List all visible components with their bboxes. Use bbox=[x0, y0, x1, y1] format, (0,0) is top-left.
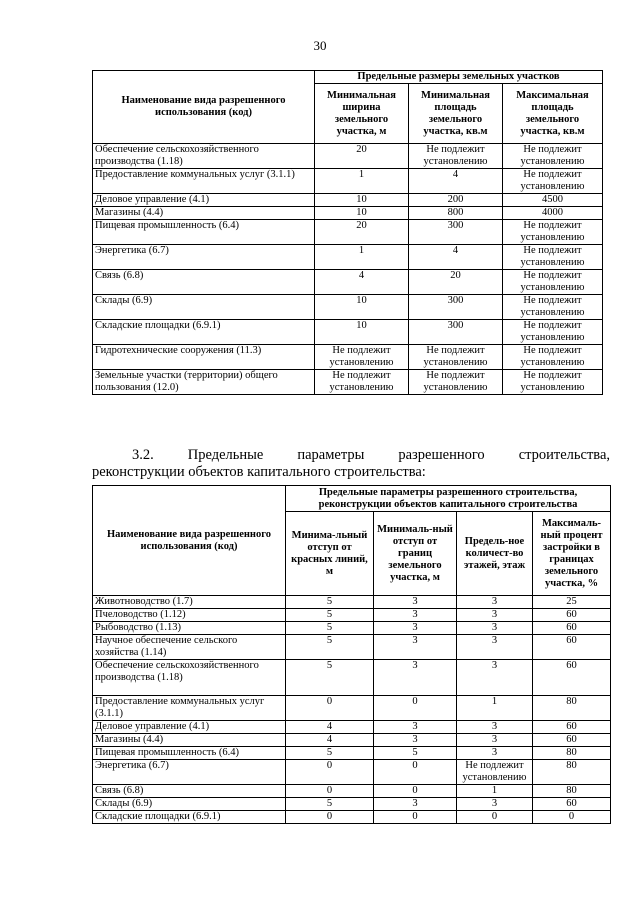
table1-cell-min-area: 4 bbox=[409, 245, 503, 270]
table1-cell-max-area: Не подлежит установлению bbox=[503, 144, 603, 169]
table1-cell-min-area: Не подлежит установлению bbox=[409, 345, 503, 370]
table-row bbox=[93, 320, 603, 345]
table1-cell-row-name: Складские площадки (6.9.1) bbox=[93, 320, 315, 345]
table1-header-name: Наименование вида разрешенного использования (код) bbox=[93, 71, 315, 144]
construction-parameters-table bbox=[92, 485, 611, 824]
table2-cell-row-name: Предоставление коммунальных услуг (3.1.1) bbox=[93, 696, 286, 721]
table1-cell-max-area: Не подлежит установлению bbox=[503, 245, 603, 270]
table2-cell-row-name: Обеспечение сельскохозяйственного производства (1.18) bbox=[93, 660, 286, 696]
table2-cell-red-line-setback: 5 bbox=[286, 596, 374, 609]
table-row bbox=[93, 194, 603, 207]
table1-cell-min-width: 10 bbox=[315, 295, 409, 320]
table2-cell-red-line-setback: 0 bbox=[286, 696, 374, 721]
table2-cell-row-name: Склады (6.9) bbox=[93, 798, 286, 811]
table2-cell-row-name: Животноводство (1.7) bbox=[93, 596, 286, 609]
table2-cell-max-floors: 3 bbox=[457, 635, 533, 660]
table-row bbox=[93, 696, 611, 721]
table1-cell-row-name: Гидротехнические сооружения (11.3) bbox=[93, 345, 315, 370]
table2-cell-row-name: Пчеловодство (1.12) bbox=[93, 609, 286, 622]
table2-cell-max-floors: 1 bbox=[457, 696, 533, 721]
table1-cell-max-area: Не подлежит установлению bbox=[503, 169, 603, 194]
table1-cell-min-width: 1 bbox=[315, 245, 409, 270]
table-row bbox=[93, 270, 603, 295]
table1-cell-row-name: Деловое управление (4.1) bbox=[93, 194, 315, 207]
table1-cell-min-width: 10 bbox=[315, 207, 409, 220]
table1-cell-min-width: 20 bbox=[315, 144, 409, 169]
table2-cell-max-floors: 3 bbox=[457, 734, 533, 747]
table1-cell-min-area: 300 bbox=[409, 320, 503, 345]
table2-cell-max-coverage: 80 bbox=[533, 696, 611, 721]
table1-cell-row-name: Связь (6.8) bbox=[93, 270, 315, 295]
page-number: 30 bbox=[313, 38, 327, 53]
table1-cell-max-area: Не подлежит установлению bbox=[503, 295, 603, 320]
table1-cell-min-width: 20 bbox=[315, 220, 409, 245]
table2-cell-red-line-setback: 5 bbox=[286, 660, 374, 696]
table1-cell-min-area: 300 bbox=[409, 295, 503, 320]
table1-cell-row-name: Пищевая промышленность (6.4) bbox=[93, 220, 315, 245]
table2-cell-max-floors: 3 bbox=[457, 798, 533, 811]
table1-cell-min-area: Не подлежит установлению bbox=[409, 144, 503, 169]
section-heading-line1 bbox=[92, 447, 610, 464]
table-row bbox=[93, 345, 603, 370]
table-row bbox=[93, 220, 603, 245]
table2-cell-red-line-setback: 5 bbox=[286, 747, 374, 760]
section-heading-line2: реконструкции объектов капитального строительства: bbox=[92, 464, 426, 480]
table2-cell-boundary-setback: 3 bbox=[374, 734, 457, 747]
table-row bbox=[93, 747, 611, 760]
table2-cell-boundary-setback: 0 bbox=[374, 696, 457, 721]
table2-cell-red-line-setback: 4 bbox=[286, 734, 374, 747]
table1-cell-row-name: Земельные участки (территории) общего пользования (12.0) bbox=[93, 370, 315, 395]
table-row bbox=[93, 635, 611, 660]
table2-cell-boundary-setback: 3 bbox=[374, 609, 457, 622]
table-row bbox=[93, 785, 611, 798]
table2-header-group: Предельные параметры разрешенного строительства, реконструкции объектов капитального строительства bbox=[286, 486, 611, 512]
table1-col-max-area: Максимальная площадь земельного участка, кв.м bbox=[503, 84, 603, 144]
table2-cell-row-name: Деловое управление (4.1) bbox=[93, 721, 286, 734]
table1-header-group: Предельные размеры земельных участков bbox=[315, 71, 603, 84]
table2-cell-max-floors: Не подлежит установлению bbox=[457, 760, 533, 785]
section-number: 3.2. bbox=[132, 447, 154, 463]
table2-cell-max-coverage: 60 bbox=[533, 660, 611, 696]
table2-cell-red-line-setback: 0 bbox=[286, 811, 374, 824]
table2-cell-boundary-setback: 3 bbox=[374, 596, 457, 609]
table-row bbox=[93, 622, 611, 635]
table2-cell-max-coverage: 60 bbox=[533, 734, 611, 747]
table1-cell-min-area: Не подлежит установлению bbox=[409, 370, 503, 395]
table2-cell-red-line-setback: 5 bbox=[286, 609, 374, 622]
table2-cell-red-line-setback: 4 bbox=[286, 721, 374, 734]
table2-cell-boundary-setback: 3 bbox=[374, 660, 457, 696]
table-row bbox=[93, 144, 603, 169]
table-row bbox=[93, 207, 603, 220]
table1-cell-row-name: Обеспечение сельскохозяйственного производства (1.18) bbox=[93, 144, 315, 169]
section-heading bbox=[92, 447, 610, 481]
table1-cell-max-area: Не подлежит установлению bbox=[503, 345, 603, 370]
table2-cell-max-coverage: 60 bbox=[533, 609, 611, 622]
table1-cell-min-area: 20 bbox=[409, 270, 503, 295]
table2-cell-row-name: Связь (6.8) bbox=[93, 785, 286, 798]
table2-cell-boundary-setback: 0 bbox=[374, 785, 457, 798]
table2-cell-red-line-setback: 5 bbox=[286, 635, 374, 660]
table2-cell-max-coverage: 60 bbox=[533, 635, 611, 660]
section-word: разрешенного bbox=[398, 447, 485, 463]
table2-cell-red-line-setback: 0 bbox=[286, 760, 374, 785]
table2-cell-max-coverage: 80 bbox=[533, 747, 611, 760]
table2-cell-max-floors: 0 bbox=[457, 811, 533, 824]
table1-col-min-width: Минимальная ширина земельного участка, м bbox=[315, 84, 409, 144]
table1-cell-min-width: 10 bbox=[315, 194, 409, 207]
table2-cell-max-floors: 3 bbox=[457, 609, 533, 622]
section-word: Предельные bbox=[187, 447, 264, 463]
table-row bbox=[93, 295, 603, 320]
table2-cell-row-name: Пищевая промышленность (6.4) bbox=[93, 747, 286, 760]
table2-cell-max-coverage: 60 bbox=[533, 798, 611, 811]
table2-header-name: Наименование вида разрешенного использования (код) bbox=[93, 486, 286, 596]
table2-cell-boundary-setback: 3 bbox=[374, 622, 457, 635]
table-row bbox=[93, 811, 611, 824]
table2-col-max-coverage: Максималь-ный процент застройки в границах земельного участка, % bbox=[533, 512, 611, 596]
table2-cell-max-floors: 1 bbox=[457, 785, 533, 798]
table2-cell-max-floors: 3 bbox=[457, 596, 533, 609]
table2-cell-max-coverage: 60 bbox=[533, 721, 611, 734]
table1-cell-min-area: 300 bbox=[409, 220, 503, 245]
table1-cell-min-area: 4 bbox=[409, 169, 503, 194]
table1-cell-max-area: Не подлежит установлению bbox=[503, 270, 603, 295]
section-word: параметры bbox=[297, 447, 365, 463]
table1-cell-row-name: Магазины (4.4) bbox=[93, 207, 315, 220]
table2-cell-max-coverage: 25 bbox=[533, 596, 611, 609]
table2-cell-max-floors: 3 bbox=[457, 721, 533, 734]
table2-cell-row-name: Энергетика (6.7) bbox=[93, 760, 286, 785]
table1-cell-min-area: 800 bbox=[409, 207, 503, 220]
table-row bbox=[93, 596, 611, 609]
table1-cell-row-name: Энергетика (6.7) bbox=[93, 245, 315, 270]
table1-cell-row-name: Склады (6.9) bbox=[93, 295, 315, 320]
table2-cell-max-coverage: 0 bbox=[533, 811, 611, 824]
table2-cell-boundary-setback: 3 bbox=[374, 798, 457, 811]
table2-col-boundary-setback: Минималь-ный отступ от границ земельного участка, м bbox=[374, 512, 457, 596]
table2-cell-max-coverage: 80 bbox=[533, 785, 611, 798]
table1-cell-max-area: 4000 bbox=[503, 207, 603, 220]
table2-cell-boundary-setback: 5 bbox=[374, 747, 457, 760]
table2-cell-row-name: Магазины (4.4) bbox=[93, 734, 286, 747]
table2-cell-max-coverage: 80 bbox=[533, 760, 611, 785]
table2-cell-boundary-setback: 0 bbox=[374, 760, 457, 785]
table1-cell-row-name: Предоставление коммунальных услуг (3.1.1) bbox=[93, 169, 315, 194]
table-row bbox=[93, 245, 603, 270]
table1-cell-min-width: Не подлежит установлению bbox=[315, 345, 409, 370]
table2-cell-red-line-setback: 0 bbox=[286, 785, 374, 798]
table-row bbox=[93, 760, 611, 785]
land-plot-size-table bbox=[92, 70, 603, 395]
table-row bbox=[93, 734, 611, 747]
table-row bbox=[93, 660, 611, 696]
table-row bbox=[93, 370, 603, 395]
table1-cell-max-area: Не подлежит установлению bbox=[503, 370, 603, 395]
table2-cell-max-floors: 3 bbox=[457, 622, 533, 635]
table2-cell-red-line-setback: 5 bbox=[286, 798, 374, 811]
table-row bbox=[93, 609, 611, 622]
table2-cell-max-coverage: 60 bbox=[533, 622, 611, 635]
table1-col-min-area: Минимальная площадь земельного участка, кв.м bbox=[409, 84, 503, 144]
table2-cell-row-name: Научное обеспечение сельского хозяйства (1.14) bbox=[93, 635, 286, 660]
table2-cell-max-floors: 3 bbox=[457, 747, 533, 760]
table2-cell-row-name: Складские площадки (6.9.1) bbox=[93, 811, 286, 824]
table2-cell-red-line-setback: 5 bbox=[286, 622, 374, 635]
table1-cell-min-width: 10 bbox=[315, 320, 409, 345]
table1-cell-max-area: Не подлежит установлению bbox=[503, 220, 603, 245]
table2-cell-boundary-setback: 3 bbox=[374, 721, 457, 734]
table1-cell-max-area: 4500 bbox=[503, 194, 603, 207]
table2-col-red-line-setback: Минима-льный отступ от красных линий, м bbox=[286, 512, 374, 596]
table1-cell-max-area: Не подлежит установлению bbox=[503, 320, 603, 345]
section-word: строительства, bbox=[518, 447, 611, 463]
table2-cell-max-floors: 3 bbox=[457, 660, 533, 696]
table-row bbox=[93, 721, 611, 734]
table1-cell-min-area: 200 bbox=[409, 194, 503, 207]
table-row bbox=[93, 798, 611, 811]
table1-cell-min-width: 4 bbox=[315, 270, 409, 295]
table2-cell-boundary-setback: 0 bbox=[374, 811, 457, 824]
table1-cell-min-width: 1 bbox=[315, 169, 409, 194]
table2-col-max-floors: Предель-ное количест-во этажей, этаж bbox=[457, 512, 533, 596]
table2-cell-row-name: Рыбоводство (1.13) bbox=[93, 622, 286, 635]
table2-cell-boundary-setback: 3 bbox=[374, 635, 457, 660]
table-row bbox=[93, 169, 603, 194]
table1-cell-min-width: Не подлежит установлению bbox=[315, 370, 409, 395]
